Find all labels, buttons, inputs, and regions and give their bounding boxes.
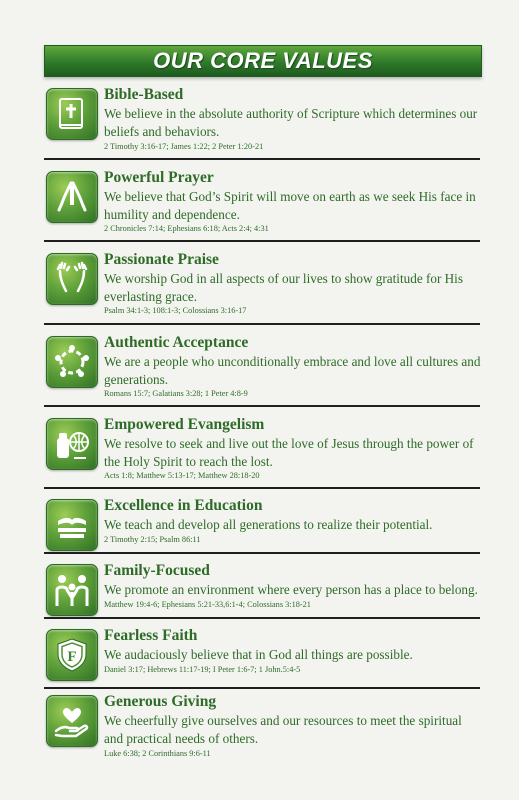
divider [44,240,480,242]
value-references: Luke 6:38; 2 Corinthians 9:6-11 [104,749,211,758]
value-description: We worship God in all aspects of our lives to show gratitude for His everlasting grace. [104,271,463,304]
value-description: We believe that God’s Spirit will move on earth as we seek His face in humility and dependence. [104,189,476,222]
value-powerful-prayer [44,169,480,241]
value-description: We cheerfully give ourselves and our resources to meet the spiritual and practical needs of others. [104,713,462,746]
people-circle-icon [46,336,98,388]
value-description: We audaciously believe that in God all things are possible. [104,647,413,662]
value-references: 2 Timothy 2:15; Psalm 86:11 [104,535,201,544]
divider [44,617,480,619]
value-description: We are a people who unconditionally embrace and love all cultures and generations. [104,354,481,387]
value-fearless-faith [44,627,480,682]
value-empowered-evangelism [44,416,480,488]
value-references: Psalm 34:1-3; 108:1-3; Colossians 3:16-17 [104,306,247,315]
value-excellence-in-education [44,497,480,552]
value-title: Empowered Evangelism [104,416,265,433]
bible-icon [46,88,98,140]
value-references: Romans 15:7; Galatians 3:28; 1 Peter 4:8-9 [104,389,248,398]
family-icon [46,564,98,616]
value-references: Acts 1:8; Matthew 5:13-17; Matthew 28:18-20 [104,471,260,480]
value-title: Powerful Prayer [104,169,214,186]
value-references: 2 Chronicles 7:14; Ephesians 6:18; Acts 2:4; 4:31 [104,224,269,233]
value-generous-giving [44,693,480,765]
value-description: We promote an environment where every person has a place to belong. [104,582,478,597]
shield-letter: F [67,649,77,665]
divider [44,405,480,407]
value-references: Daniel 3:17; Hebrews 11:17-19; I Peter 1:6-7; 1 John.5:4-5 [104,665,301,674]
value-title: Fearless Faith [104,627,198,644]
value-bible-based [44,86,480,158]
value-title: Excellence in Education [104,497,263,514]
salt-globe-icon [46,418,98,470]
value-title: Bible-Based [104,86,184,103]
value-references: 2 Timothy 3:16-17; James 1:22; 2 Peter 1:20-21 [104,142,264,151]
divider [44,687,480,689]
praying-hands-icon [46,171,98,223]
divider [44,158,480,160]
books-icon [46,499,98,551]
value-title: Family-Focused [104,562,210,579]
divider [44,323,480,325]
value-description: We resolve to seek and live out the love of Jesus through the power of the Holy Spirit to reach the lost. [104,436,474,469]
raised-hands-icon [46,253,98,305]
value-references: Matthew 19:4-6; Ephesians 5:21-33,6:1-4; Colossians 3:18-21 [104,600,311,609]
giving-hand-heart-icon [46,695,98,747]
value-title: Authentic Acceptance [104,334,249,351]
value-passionate-praise [44,251,480,323]
value-title: Generous Giving [104,693,217,710]
divider [44,487,480,489]
page-title: OUR CORE VALUES [153,48,373,73]
value-family-focused [44,562,480,617]
core-values-banner [44,45,482,77]
value-title: Passionate Praise [104,251,219,268]
divider [44,552,480,554]
shield-f-icon [46,629,98,681]
value-authentic-acceptance [44,334,480,406]
value-description: We believe in the absolute authority of Scripture which determines our beliefs and behaviors. [104,106,478,139]
value-description: We teach and develop all generations to realize their potential. [104,517,433,532]
